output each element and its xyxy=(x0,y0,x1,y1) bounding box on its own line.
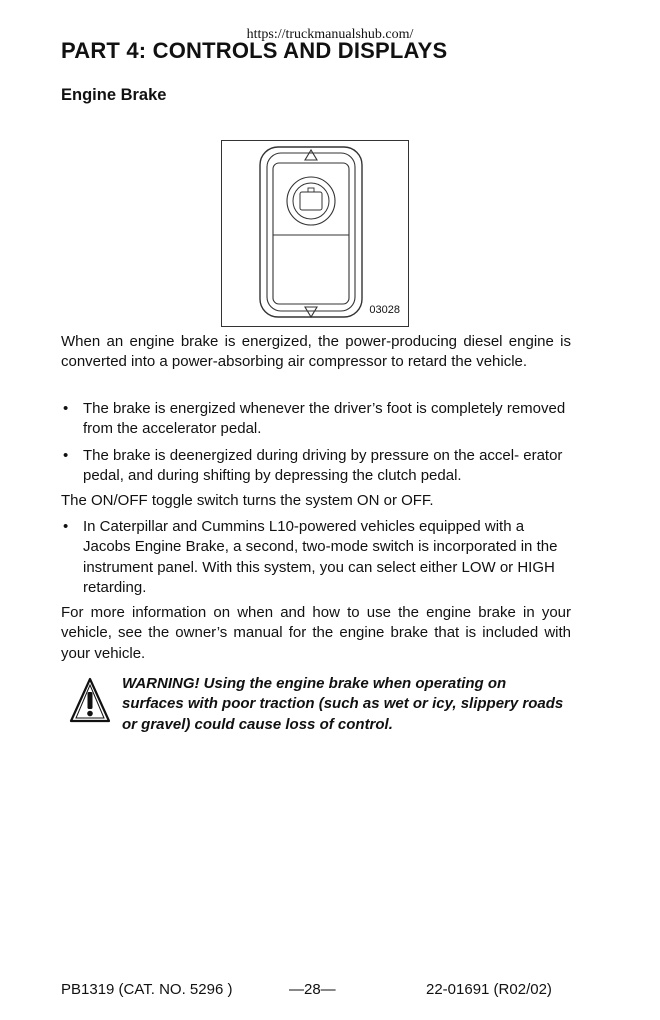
part-title: PART 4: CONTROLS AND DISPLAYS xyxy=(61,38,448,63)
warning-triangle-icon xyxy=(68,676,112,724)
more-info-paragraph: For more information on when and how to use the engine brake in your vehicle, see the owner’s manual for the engine brake that is included with your vehicle. xyxy=(61,604,571,662)
bullet-dot: • xyxy=(63,400,69,417)
bullet-text: The brake is energized whenever the driver’s foot is completely removed from the accelerator pedal. xyxy=(83,400,566,438)
bullet-text: In Caterpillar and Cummins L10-powered vehicles equipped with a Jacobs Engine Brake, a second, two-mode switch is incorporated in the instrument panel. With this system, you can select either LOW or HIGH retarding. xyxy=(83,518,558,596)
watermark-url: https://truckmanualshub.com/ xyxy=(246,27,414,42)
bullet-dot: • xyxy=(63,518,69,535)
bullet-dot: • xyxy=(63,447,69,464)
toggle-paragraph: The ON/OFF toggle switch turns the system ON or OFF. xyxy=(61,492,434,509)
bullet-text: The brake is deenergized during driving by pressure on the accel- erator pedal, and during shifting by depressing the clutch pedal. xyxy=(83,447,563,485)
intro-paragraph: When an engine brake is energized, the power-producing diesel engine is converted into a power-absorbing air compressor to retard the vehicle. xyxy=(61,333,571,371)
engine-brake-switch-figure xyxy=(221,140,409,327)
footer-catalog: PB1319 (CAT. NO. 5296 ) xyxy=(61,981,233,998)
bullet-energized xyxy=(61,399,571,440)
figure-label: 03028 xyxy=(369,304,400,316)
footer-document-code: 22-01691 (R02/02) xyxy=(426,981,552,998)
warning-message: WARNING! Using the engine brake when operating on surfaces with poor traction (such as wet or icy, slippery roads or gravel) could cause loss of control. xyxy=(122,675,564,733)
bullet-jacobs xyxy=(61,517,571,598)
bullet-deenergized xyxy=(61,446,571,487)
footer-page-number: —28— xyxy=(289,981,336,998)
section-title: Engine Brake xyxy=(61,86,167,104)
rocker-switch-illustration xyxy=(222,141,408,326)
